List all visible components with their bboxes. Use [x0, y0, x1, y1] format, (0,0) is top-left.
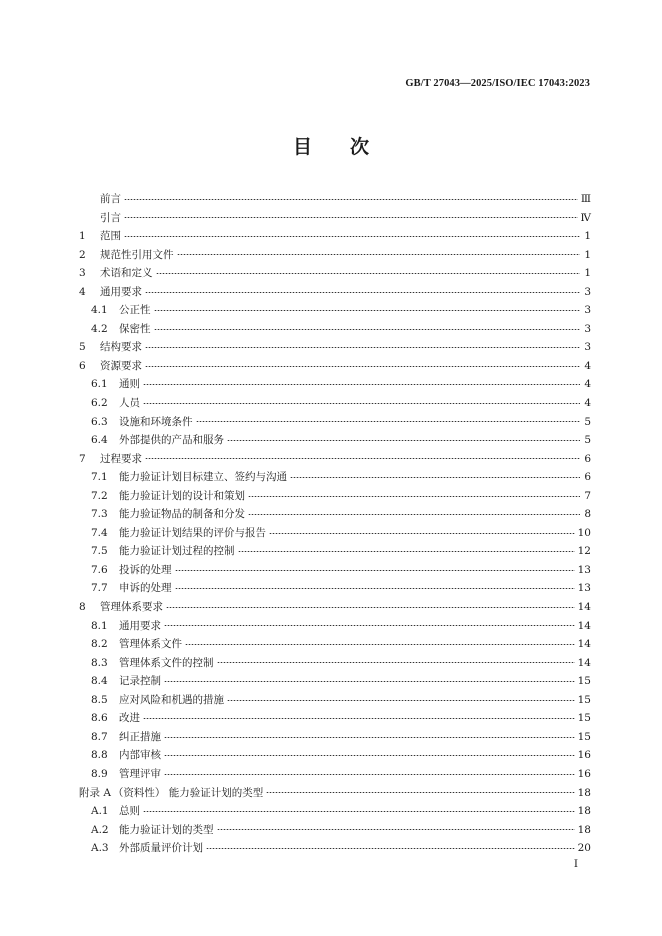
- toc-entry[interactable]: [79, 821, 591, 840]
- toc-entry[interactable]: [79, 561, 591, 580]
- toc-entry[interactable]: [79, 654, 591, 673]
- toc-entry[interactable]: [79, 468, 591, 487]
- dot-leader: [217, 829, 575, 830]
- page-number: I: [573, 858, 578, 870]
- toc-entry-page: 14: [577, 601, 591, 614]
- toc-entry-page: 3: [584, 304, 591, 317]
- toc-entry[interactable]: [79, 709, 591, 728]
- toc-entry[interactable]: [79, 357, 591, 376]
- toc-entry-label: 内部审核: [119, 749, 161, 762]
- toc-entry-label: 投诉的处理: [119, 563, 172, 576]
- dot-leader: [164, 755, 575, 756]
- toc-entry-label: 规范性引用文件: [100, 248, 174, 261]
- toc-entry[interactable]: [79, 320, 591, 339]
- toc-entry-label: 总则: [119, 805, 140, 818]
- toc-entry[interactable]: [79, 524, 591, 543]
- toc-entry-page: 14: [577, 638, 591, 651]
- toc-entry[interactable]: [79, 394, 591, 413]
- toc-entry-label: 应对风险和机遇的措施: [119, 693, 224, 706]
- toc-entry-number: 8: [79, 601, 86, 614]
- toc-entry-label: 能力验证计划的类型: [119, 823, 214, 836]
- dot-leader: [177, 254, 581, 255]
- toc-entry[interactable]: [79, 487, 591, 506]
- toc-entry-number: 7.4: [91, 526, 108, 539]
- toc-entry-number: 8.9: [91, 767, 108, 780]
- toc-entry-page: 4: [584, 359, 591, 372]
- toc-entry[interactable]: [79, 338, 591, 357]
- toc-entry[interactable]: [79, 672, 591, 691]
- toc-entry[interactable]: [79, 283, 591, 302]
- toc-entry-number: 6.4: [91, 434, 108, 447]
- toc-entry-page: 1: [584, 267, 591, 280]
- dot-leader: [145, 458, 580, 459]
- toc-entry[interactable]: [79, 746, 591, 765]
- dot-leader: [248, 496, 580, 497]
- toc-entry-page: 15: [577, 712, 591, 725]
- toc-entry-number: 4.2: [91, 322, 108, 335]
- dot-leader: [248, 514, 580, 515]
- dot-leader: [238, 551, 575, 552]
- dot-leader: [290, 477, 580, 478]
- toc-entry-label: 保密性: [119, 322, 151, 335]
- toc-entry[interactable]: [79, 431, 591, 450]
- toc-entry-page: 4: [584, 378, 591, 391]
- toc-entry-label: 通用要求: [119, 619, 161, 632]
- toc-entry-number: 7.7: [91, 582, 108, 595]
- page-title: 目次: [292, 136, 407, 158]
- toc-entry-label: 能力验证计划结果的评价与报告: [119, 526, 266, 539]
- dot-leader: [206, 848, 575, 849]
- toc-entry[interactable]: [79, 209, 591, 228]
- dot-leader: [124, 217, 578, 218]
- toc-entry-label: 外部质量评价计划: [119, 842, 203, 855]
- toc-entry[interactable]: [79, 375, 591, 394]
- dot-leader: [164, 737, 575, 738]
- toc-entry-page: 14: [577, 656, 591, 669]
- toc-entry-page: 5: [584, 415, 591, 428]
- toc-entry-label: 能力验证物品的制备和分发: [119, 508, 245, 521]
- toc-entry-page: 3: [584, 285, 591, 298]
- toc-entry-page: 15: [577, 675, 591, 688]
- dot-leader: [269, 533, 575, 534]
- dot-leader: [154, 310, 581, 311]
- toc-entry-label: （资料性） 能力验证计划的类型: [112, 786, 264, 799]
- toc-entry-page: 14: [577, 619, 591, 632]
- dot-leader: [164, 625, 575, 626]
- toc-entry-label: 公正性: [119, 304, 151, 317]
- toc-entry-number: 8.3: [91, 656, 108, 669]
- toc-entry-label: 过程要求: [100, 452, 142, 465]
- toc-entry[interactable]: [79, 598, 591, 617]
- toc-entry-number: 8.1: [91, 619, 108, 632]
- toc-entry-number: 6.2: [91, 397, 108, 410]
- toc-entry[interactable]: [79, 728, 591, 747]
- toc-entry-page: 7: [584, 489, 591, 502]
- toc-entry-number: 8.5: [91, 693, 108, 706]
- dot-leader: [227, 700, 575, 701]
- toc-entry[interactable]: [79, 505, 591, 524]
- toc-entry[interactable]: [79, 839, 591, 858]
- toc-entry[interactable]: [79, 691, 591, 710]
- toc-entry-number: 4.1: [91, 304, 108, 317]
- toc-entry-page: 5: [584, 434, 591, 447]
- toc-entry[interactable]: [79, 190, 591, 209]
- dot-leader: [145, 347, 580, 348]
- toc-entry-label: 资源要求: [100, 359, 142, 372]
- dot-leader: [175, 588, 575, 589]
- toc-entry-number: 7.2: [91, 489, 108, 502]
- toc-entry-label: 纠正措施: [119, 730, 161, 743]
- dot-leader: [266, 792, 574, 793]
- standard-code: GB/T 27043—2025/ISO/IEC 17043:2023: [405, 78, 590, 89]
- dot-leader: [175, 570, 575, 571]
- dot-leader: [217, 662, 575, 663]
- toc-entry-page: 16: [577, 767, 591, 780]
- toc-entry[interactable]: [79, 784, 591, 803]
- toc-entry-label: 前言: [100, 193, 121, 205]
- toc-entry-number: 8.6: [91, 712, 108, 725]
- toc-entry-label: 能力验证计划目标建立、签约与沟通: [119, 471, 287, 484]
- toc-entry-page: Ⅲ: [580, 193, 591, 205]
- toc-entry[interactable]: [79, 413, 591, 432]
- toc-entry[interactable]: [79, 765, 591, 784]
- toc-entry-page: 13: [577, 582, 591, 595]
- toc-entry-label: 术语和定义: [100, 267, 153, 280]
- toc-entry-label: 管理体系文件: [119, 638, 182, 651]
- toc-entry-number: 2: [79, 248, 86, 261]
- table-of-contents: [79, 190, 591, 858]
- toc-entry[interactable]: [79, 246, 591, 265]
- toc-entry-number: 附录 A: [79, 786, 111, 799]
- toc-entry-page: 18: [577, 786, 591, 799]
- dot-leader: [145, 292, 580, 293]
- toc-entry-page: 1: [584, 230, 591, 243]
- toc-entry-label: 结构要求: [100, 341, 142, 354]
- toc-entry-number: A.3: [91, 842, 109, 855]
- dot-leader: [145, 366, 580, 367]
- toc-entry-label: 人员: [119, 397, 140, 410]
- toc-entry-page: 15: [577, 730, 591, 743]
- dot-leader: [124, 236, 580, 237]
- dot-leader: [143, 718, 575, 719]
- dot-leader: [164, 681, 575, 682]
- toc-entry-label: 能力验证计划过程的控制: [119, 545, 235, 558]
- toc-entry-label: 能力验证计划的设计和策划: [119, 489, 245, 502]
- toc-entry[interactable]: [79, 579, 591, 598]
- toc-entry-page: 4: [584, 397, 591, 410]
- toc-entry-page: 3: [584, 322, 591, 335]
- toc-entry-number: 8.8: [91, 749, 108, 762]
- toc-entry-label: 记录控制: [119, 675, 161, 688]
- toc-entry-label: 申诉的处理: [119, 582, 172, 595]
- toc-entry-number: 7.6: [91, 563, 108, 576]
- toc-entry-page: 6: [584, 452, 591, 465]
- toc-entry-number: 6.3: [91, 415, 108, 428]
- toc-entry-label: 通用要求: [100, 285, 142, 298]
- toc-entry-number: 8.4: [91, 675, 108, 688]
- toc-entry[interactable]: [79, 450, 591, 469]
- toc-entry-page: 10: [577, 526, 591, 539]
- toc-entry-label: 外部提供的产品和服务: [119, 434, 224, 447]
- toc-entry-label: 管理评审: [119, 767, 161, 780]
- dot-leader: [164, 774, 575, 775]
- toc-entry-label: 设施和环境条件: [119, 415, 193, 428]
- toc-entry-number: 3: [79, 267, 86, 280]
- toc-entry-label: 范围: [100, 230, 121, 243]
- toc-entry-page: 20: [577, 842, 591, 855]
- toc-entry[interactable]: [79, 617, 591, 636]
- toc-entry-label: 通则: [119, 378, 140, 391]
- dot-leader: [166, 607, 575, 608]
- toc-entry-label: 管理体系要求: [100, 601, 163, 614]
- toc-entry-number: 7: [79, 452, 86, 465]
- dot-leader: [156, 273, 581, 274]
- dot-leader: [196, 421, 581, 422]
- toc-entry-number: 6.1: [91, 378, 108, 391]
- toc-entry-number: 7.3: [91, 508, 108, 521]
- toc-entry[interactable]: [79, 542, 591, 561]
- toc-entry-page: 16: [577, 749, 591, 762]
- toc-entry-page: 8: [584, 508, 591, 521]
- dot-leader: [227, 440, 580, 441]
- toc-entry-number: 8.2: [91, 638, 108, 651]
- toc-entry-page: 15: [577, 693, 591, 706]
- toc-entry-page: Ⅳ: [580, 211, 591, 224]
- dot-leader: [143, 811, 575, 812]
- toc-entry-label: 引言: [100, 211, 121, 224]
- toc-entry-label: 管理体系文件的控制: [119, 656, 214, 669]
- toc-entry[interactable]: [79, 802, 591, 821]
- dot-leader: [124, 199, 578, 200]
- toc-entry-label: 改进: [119, 712, 140, 725]
- toc-entry[interactable]: [79, 635, 591, 654]
- toc-entry-page: 18: [577, 805, 591, 818]
- toc-entry-number: 5: [79, 341, 86, 354]
- toc-entry-page: 12: [577, 545, 591, 558]
- toc-entry[interactable]: [79, 301, 591, 320]
- toc-entry-number: 4: [79, 285, 86, 298]
- toc-entry[interactable]: [79, 227, 591, 246]
- toc-entry-page: 3: [584, 341, 591, 354]
- toc-entry-number: 1: [79, 230, 86, 243]
- toc-entry-number: A.1: [91, 805, 109, 818]
- dot-leader: [143, 403, 580, 404]
- toc-entry-number: A.2: [91, 823, 109, 836]
- toc-entry-page: 6: [584, 471, 591, 484]
- dot-leader: [143, 384, 580, 385]
- toc-entry-page: 18: [577, 823, 591, 836]
- toc-entry[interactable]: [79, 264, 591, 283]
- toc-entry-page: 1: [584, 248, 591, 261]
- toc-entry-number: 8.7: [91, 730, 108, 743]
- toc-entry-number: 7.5: [91, 545, 108, 558]
- dot-leader: [154, 329, 581, 330]
- dot-leader: [185, 644, 575, 645]
- toc-entry-page: 13: [577, 563, 591, 576]
- toc-entry-number: 6: [79, 359, 86, 372]
- toc-entry-number: 7.1: [91, 471, 108, 484]
